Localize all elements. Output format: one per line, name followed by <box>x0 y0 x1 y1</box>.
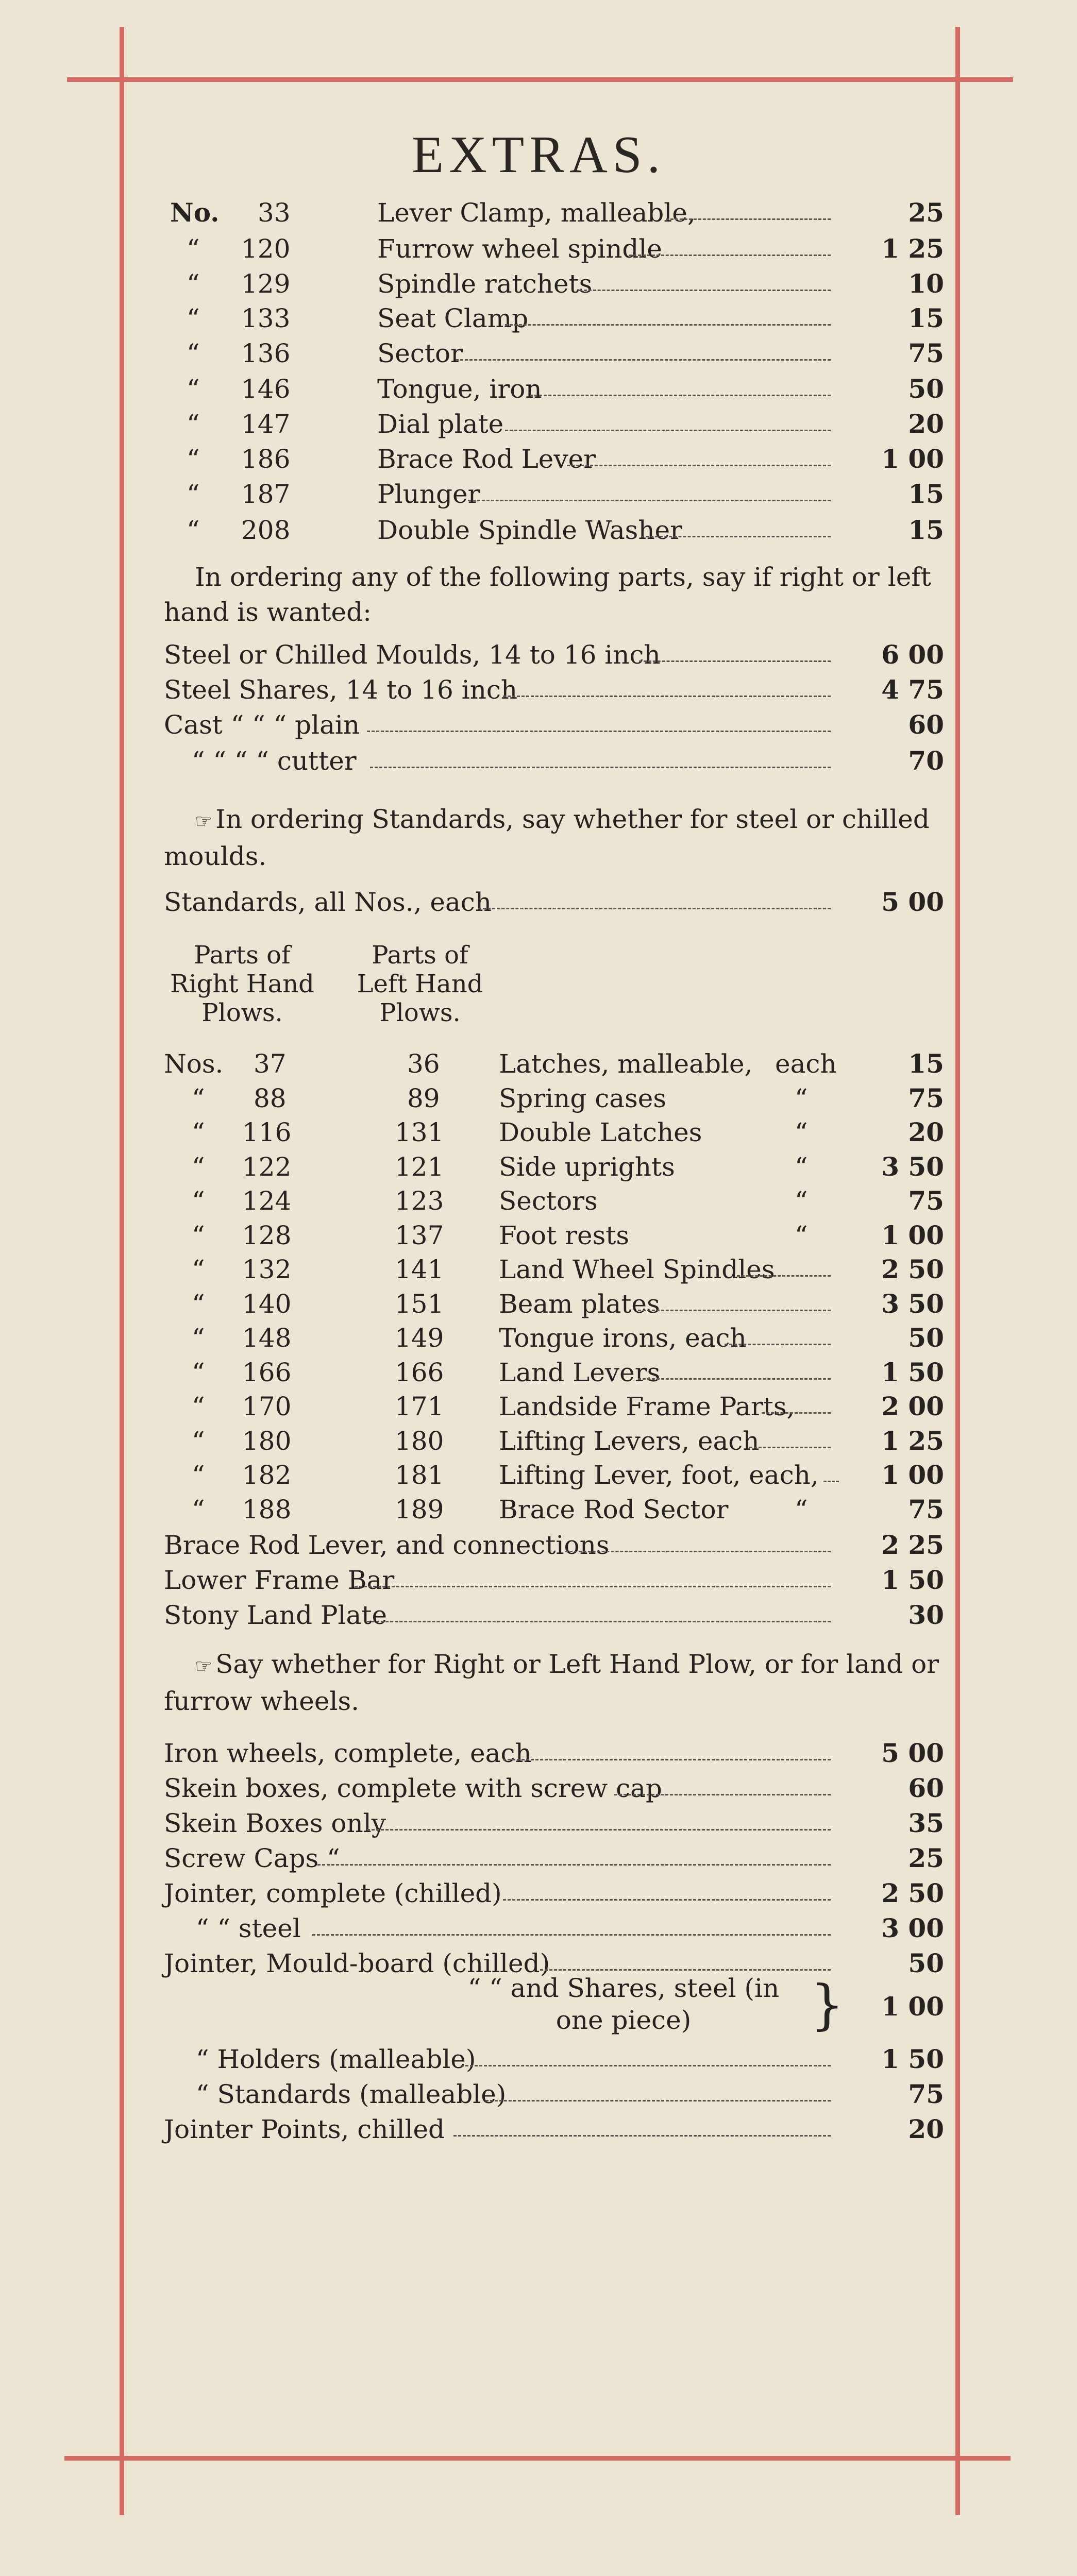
item-price: 25 <box>908 197 944 228</box>
list-item <box>0 1563 1077 1597</box>
each-label: “ <box>795 1152 808 1182</box>
item-price: 3 50 <box>881 1151 944 1182</box>
item-price: 2 25 <box>881 1530 944 1560</box>
list-item <box>0 708 1077 742</box>
item-price: 30 <box>908 1600 944 1630</box>
row-no: “ <box>187 409 200 439</box>
pointing-hand-icon: ☞ <box>195 810 213 833</box>
row-no: “ <box>192 1460 205 1490</box>
item-name: “ “ steel <box>196 1913 301 1943</box>
item-price: 1 50 <box>881 2044 944 2074</box>
list-item <box>0 2112 1077 2146</box>
dotted-leader <box>453 2135 831 2137</box>
row-no: “ <box>192 1255 205 1284</box>
item-price: 35 <box>908 1808 944 1838</box>
table-row <box>0 196 1077 230</box>
dotted-leader <box>749 1447 831 1448</box>
left-part-number: 171 <box>395 1392 444 1421</box>
table-row <box>0 1458 1077 1492</box>
item-price: 6 00 <box>881 639 944 670</box>
table-row <box>0 477 1077 511</box>
list-item <box>0 885 1077 919</box>
dotted-leader <box>567 465 831 466</box>
right-part-number: 166 <box>242 1358 292 1387</box>
item-price: 50 <box>908 1323 944 1353</box>
item-price: 3 00 <box>881 1913 944 1943</box>
dotted-leader <box>367 1621 831 1622</box>
col-header-right-line1: Parts of <box>194 941 291 970</box>
each-label: “ <box>795 1083 808 1113</box>
item-name: “ Standards (malleable) <box>196 2079 507 2109</box>
left-part-number: 121 <box>395 1152 444 1182</box>
item-price: 25 <box>908 1843 944 1873</box>
note-standards-text: In ordering Standards, say whether for steel or chilled moulds. <box>164 804 930 871</box>
list-item <box>0 1841 1077 1875</box>
row-no: “ <box>192 1323 205 1353</box>
table-row <box>0 232 1077 266</box>
list-item <box>0 2042 1077 2076</box>
item-name: Tongue irons, each <box>499 1323 747 1353</box>
table-row <box>0 1115 1077 1149</box>
table-row <box>0 1493 1077 1527</box>
item-price: 60 <box>908 1773 944 1803</box>
item-name: Lifting Lever, foot, each, <box>499 1460 819 1490</box>
col-header-right-line2: Right Hand <box>170 970 314 998</box>
item-name: Jointer, complete (chilled) <box>164 1878 502 1908</box>
note-standards <box>164 802 947 874</box>
right-part-number: 140 <box>242 1289 292 1319</box>
right-part-number: 116 <box>242 1117 292 1147</box>
item-name: Sectors <box>499 1186 598 1216</box>
right-part-number: 180 <box>242 1426 292 1456</box>
right-part-number: 122 <box>242 1152 292 1182</box>
dotted-leader <box>505 324 831 326</box>
item-price: 75 <box>908 1185 944 1216</box>
item-price: 50 <box>908 374 944 404</box>
col-header-left-line1: Parts of <box>372 941 468 970</box>
item-price: 1 00 <box>881 1991 944 2022</box>
item-price: 15 <box>908 515 944 545</box>
table-row <box>0 301 1077 335</box>
col-header-left <box>343 941 497 1027</box>
right-part-number: 170 <box>242 1392 292 1421</box>
table-row <box>0 1355 1077 1389</box>
dotted-leader <box>579 290 831 291</box>
dotted-leader <box>638 1378 831 1380</box>
table-row <box>0 1081 1077 1115</box>
dotted-leader <box>666 218 831 220</box>
item-name: Steel Shares, 14 to 16 inch <box>164 675 518 705</box>
border-bottom <box>64 2456 1011 2461</box>
item-price: 1 00 <box>881 444 944 474</box>
item-price: 75 <box>908 1494 944 1524</box>
part-number: 133 <box>241 303 291 333</box>
row-no: “ <box>187 374 200 404</box>
item-name: Spring cases <box>499 1083 666 1113</box>
table-row <box>0 1047 1077 1081</box>
list-item <box>0 1911 1077 1945</box>
item-name: Double Spindle Washer <box>377 515 683 545</box>
note-wheels-text: Say whether for Right or Left Hand Plow, or for land or furrow wheels. <box>164 1649 939 1716</box>
table-row <box>0 336 1077 370</box>
table-row <box>0 1287 1077 1321</box>
item-price: 1 50 <box>881 1357 944 1387</box>
item-price: 15 <box>908 479 944 509</box>
item-price: 3 50 <box>881 1289 944 1319</box>
item-price: 75 <box>908 338 944 368</box>
each-label: “ <box>795 1186 808 1216</box>
item-price: 20 <box>908 409 944 439</box>
page-title: EXTRAS. <box>411 126 666 184</box>
dotted-leader <box>762 1412 831 1414</box>
right-part-number: 37 <box>254 1049 287 1079</box>
dotted-leader <box>639 660 831 662</box>
part-number: 120 <box>241 234 291 264</box>
row-no: “ <box>187 269 200 299</box>
dotted-leader <box>461 2065 831 2066</box>
dotted-leader <box>530 395 831 396</box>
item-price: 75 <box>908 1083 944 1113</box>
row-no: “ <box>192 1117 205 1147</box>
item-name: Skein boxes, complete with screw cap <box>164 1773 662 1803</box>
row-no: “ <box>192 1495 205 1524</box>
item-name: Stony Land Plate <box>164 1600 388 1630</box>
left-part-number: 131 <box>395 1117 444 1147</box>
item-price: 5 00 <box>881 1738 944 1768</box>
left-part-number: 166 <box>395 1358 444 1387</box>
row-no: “ <box>187 479 200 509</box>
dotted-leader <box>456 359 831 361</box>
item-price: 4 75 <box>881 674 944 705</box>
col-header-right-line3: Plows. <box>201 998 283 1027</box>
item-name: Latches, malleable, <box>499 1049 753 1079</box>
item-price: 1 00 <box>881 1220 944 1250</box>
left-part-number: 141 <box>395 1255 444 1284</box>
dotted-leader <box>485 2100 831 2102</box>
pointing-hand-icon: ☞ <box>195 1655 213 1677</box>
left-part-number: 151 <box>395 1289 444 1319</box>
part-number: 146 <box>241 374 291 404</box>
row-no: “ <box>192 1358 205 1387</box>
item-name: Tongue, iron <box>377 374 542 404</box>
item-price: 75 <box>908 2079 944 2109</box>
item-name: Skein Boxes only <box>164 1808 386 1838</box>
row-no: “ <box>192 1221 205 1250</box>
item-price: 15 <box>908 1048 944 1079</box>
item-name: Jointer, Mould-board (chilled) <box>164 1948 550 1978</box>
item-name: Land Levers <box>499 1358 661 1387</box>
item-name: Landside Frame Parts, <box>499 1392 795 1421</box>
left-part-number: 89 <box>407 1083 440 1113</box>
item-price: 10 <box>908 268 944 299</box>
row-no: Nos. <box>164 1049 224 1079</box>
table-row <box>0 372 1077 406</box>
dotted-leader <box>540 1969 831 1971</box>
item-name: “ Holders (malleable) <box>196 2044 476 2074</box>
item-price: 60 <box>908 709 944 740</box>
item-name: Side uprights <box>499 1152 675 1182</box>
list-item <box>0 1806 1077 1840</box>
dotted-leader <box>312 1934 831 1936</box>
item-name: Sector <box>377 338 463 368</box>
row-no: “ <box>192 1186 205 1216</box>
item-price: 2 50 <box>881 1254 944 1284</box>
item-price: 2 00 <box>881 1391 944 1421</box>
right-part-number: 148 <box>242 1323 292 1353</box>
part-number: 186 <box>241 444 291 474</box>
left-part-number: 137 <box>395 1221 444 1250</box>
left-part-number: 36 <box>407 1049 440 1079</box>
dotted-leader <box>503 1899 831 1901</box>
item-name: Iron wheels, complete, each <box>164 1738 532 1768</box>
item-name: “ “ and Shares, steel (in one piece) <box>467 1973 780 2035</box>
dotted-leader <box>503 1759 831 1760</box>
dotted-leader <box>725 1344 831 1345</box>
dotted-leader <box>367 1829 831 1831</box>
part-number: 129 <box>241 269 291 299</box>
part-number: 208 <box>241 515 291 545</box>
table-row <box>0 442 1077 476</box>
row-no: “ <box>187 444 200 474</box>
right-part-number: 132 <box>242 1255 292 1284</box>
row-no: “ <box>187 303 200 333</box>
item-price: 20 <box>908 2114 944 2144</box>
dotted-leader <box>565 1551 831 1552</box>
row-no: “ <box>187 338 200 368</box>
item-price: 15 <box>908 303 944 333</box>
item-name: Beam plates <box>499 1289 660 1319</box>
right-part-number: 188 <box>242 1495 292 1524</box>
row-no: No. <box>170 197 220 228</box>
item-name: Cast “ “ “ plain <box>164 710 360 740</box>
row-no: “ <box>192 1083 205 1113</box>
item-name: Screw Caps “ <box>164 1843 340 1873</box>
dotted-leader <box>478 908 831 909</box>
part-number: 136 <box>241 338 291 368</box>
item-name: Plunger <box>377 479 480 509</box>
item-price: 1 50 <box>881 1565 944 1595</box>
col-header-right <box>157 941 327 1027</box>
each-label: “ <box>795 1221 808 1250</box>
each-label: “ <box>795 1495 808 1524</box>
item-price: 1 25 <box>881 233 944 264</box>
item-name: Double Latches <box>499 1117 702 1147</box>
left-part-number: 189 <box>395 1495 444 1524</box>
list-item <box>0 673 1077 707</box>
dotted-leader <box>614 1794 831 1795</box>
table-row <box>0 1218 1077 1252</box>
list-item <box>0 1771 1077 1805</box>
item-name: Standards, all Nos., each <box>164 887 492 917</box>
row-no: “ <box>187 515 200 545</box>
dotted-leader <box>641 536 831 537</box>
dotted-leader <box>355 1586 831 1587</box>
table-row <box>0 1424 1077 1458</box>
note-wheels <box>164 1647 947 1719</box>
left-part-number: 181 <box>395 1460 444 1490</box>
table-row <box>0 1184 1077 1218</box>
table-row <box>0 407 1077 441</box>
dotted-leader <box>468 500 831 501</box>
item-name: Jointer Points, chilled <box>164 2114 445 2144</box>
dotted-leader <box>638 1310 831 1311</box>
col-header-left-line2: Left Hand <box>357 970 483 998</box>
item-name: Furrow wheel spindle <box>377 234 663 264</box>
item-name: Lower Frame Bar <box>164 1565 395 1595</box>
dotted-leader <box>370 767 831 768</box>
right-part-number: 124 <box>242 1186 292 1216</box>
item-name: Brace Rod Sector <box>499 1495 729 1524</box>
row-no: “ <box>187 234 200 264</box>
part-number: 147 <box>241 409 291 439</box>
part-number: 187 <box>241 479 291 509</box>
left-part-number: 123 <box>395 1186 444 1216</box>
row-no: “ <box>192 1392 205 1421</box>
right-part-number: 88 <box>254 1083 287 1113</box>
left-part-number: 149 <box>395 1323 444 1353</box>
list-item <box>0 2077 1077 2111</box>
list-item <box>0 744 1077 778</box>
item-price: 1 00 <box>881 1460 944 1490</box>
item-price: 1 25 <box>881 1426 944 1456</box>
col-header-left-line3: Plows. <box>379 998 461 1027</box>
row-no: “ <box>192 1152 205 1182</box>
dotted-leader <box>823 1481 839 1482</box>
item-name: Steel or Chilled Moulds, 14 to 16 inch <box>164 640 661 670</box>
brace: } <box>810 1973 845 2036</box>
table-row <box>0 1150 1077 1184</box>
item-price: 70 <box>908 745 944 776</box>
item-price: 2 50 <box>881 1878 944 1908</box>
list-item <box>0 1736 1077 1770</box>
right-part-number: 182 <box>242 1460 292 1490</box>
dotted-leader <box>317 1864 831 1866</box>
item-price: 5 00 <box>881 887 944 917</box>
list-item <box>0 1876 1077 1910</box>
item-name: “ “ “ “ cutter <box>192 746 357 776</box>
item-price: 20 <box>908 1117 944 1147</box>
dotted-leader <box>629 255 831 256</box>
item-name: Spindle ratchets <box>377 269 593 299</box>
item-name: Brace Rod Lever, and connections <box>164 1530 610 1560</box>
item-name: Lifting Levers, each <box>499 1426 760 1456</box>
item-name: Lever Clamp, malleable, <box>377 198 696 228</box>
item-name: Land Wheel Spindles <box>499 1255 775 1284</box>
item-name: Dial plate <box>377 409 504 439</box>
table-row <box>0 1252 1077 1286</box>
dotted-leader <box>367 731 831 732</box>
list-item <box>0 638 1077 672</box>
dotted-leader <box>737 1275 831 1277</box>
table-row <box>0 1389 1077 1423</box>
border-top <box>67 77 1013 82</box>
dotted-leader <box>505 430 831 431</box>
right-part-number: 128 <box>242 1221 292 1250</box>
dotted-leader <box>503 696 831 697</box>
note-right-left: In ordering any of the following parts, say if right or left hand is wanted: <box>164 562 931 627</box>
part-number: 33 <box>258 198 291 228</box>
table-row <box>0 1321 1077 1355</box>
item-price: 50 <box>908 1948 944 1978</box>
row-no: “ <box>192 1426 205 1456</box>
list-item <box>0 1598 1077 1632</box>
each-label: “ <box>795 1117 808 1147</box>
left-part-number: 180 <box>395 1426 444 1456</box>
table-row <box>0 513 1077 547</box>
list-item <box>0 1972 1077 2042</box>
table-row <box>0 267 1077 301</box>
list-item <box>0 1528 1077 1562</box>
item-name: Foot rests <box>499 1221 630 1250</box>
item-name: Brace Rod Lever <box>377 444 596 474</box>
row-no: “ <box>192 1289 205 1319</box>
item-name: Seat Clamp <box>377 303 529 333</box>
each-label: each <box>775 1049 837 1079</box>
